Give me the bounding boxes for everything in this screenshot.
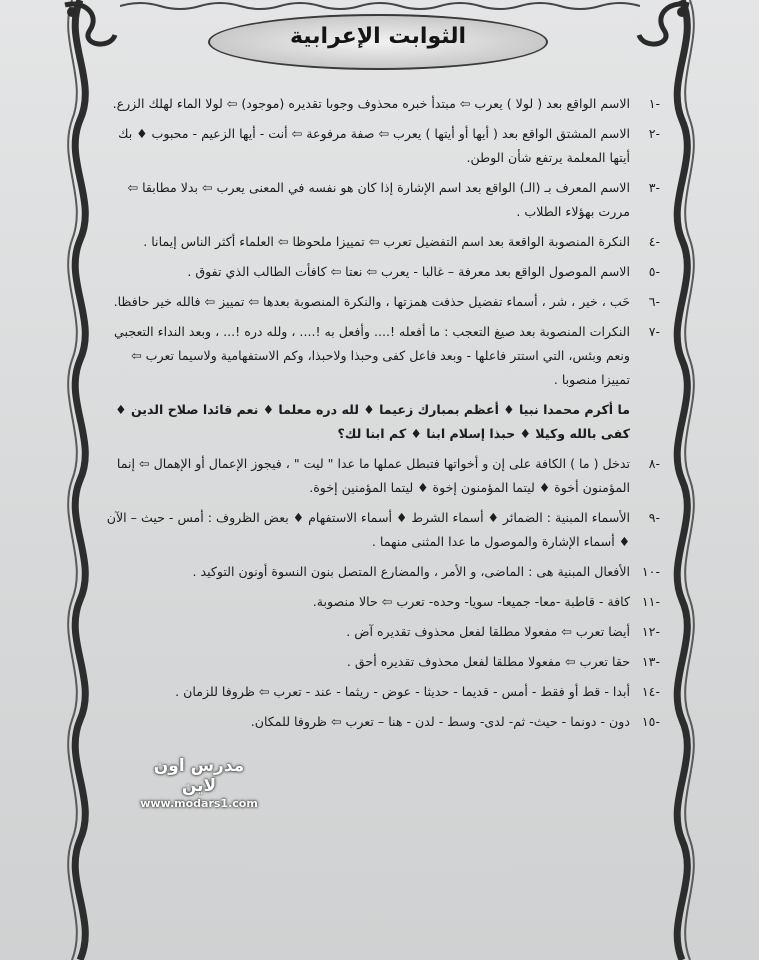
rule-item-7 <box>100 320 660 392</box>
right-ornament-border <box>660 0 704 960</box>
rule-item-11 <box>100 590 660 614</box>
rule-number: -٦ <box>648 294 660 309</box>
rule-text: كافة - قاطبة -معا- جميعا- سويا- وحده- تعرب ⇦ حالا منصوبة. <box>312 594 630 609</box>
rule-text: أبدا - قط أو فقط - أمس - قديما - حديثا - عوض - ريثما - عند - تعرب ⇦ ظروفا للزمان . <box>175 684 630 699</box>
rule-number: -٨ <box>648 456 660 471</box>
left-ornament-border <box>58 0 102 960</box>
rule-number: -٩ <box>648 510 660 525</box>
rule-text: تدخل ( ما ) الكافة على إن و أخواتها فتبطل عملها ما عدا " ليت " ، فيجوز الإعمال أو الإهمال ⇦ إنما المؤمنون أخوة ♦ ليتما المؤمنون إخوة ♦ ليتما المؤمنين إخوة. <box>116 456 630 495</box>
rule-text: حقا تعرب ⇦ مفعولا مطلقا لفعل محذوف تقديره أحق . <box>346 654 630 669</box>
rule-item-13 <box>100 650 660 674</box>
page-title: الثوابت الإعرابية <box>289 24 467 49</box>
rule-item-10 <box>100 560 660 584</box>
rule-text: الاسم الموصول الواقع بعد معرفة – غالبا - يعرب ⇦ نعتا ⇦ كافأت الطالب الذي تفوق . <box>187 264 630 279</box>
rule-item-8 <box>100 452 660 500</box>
rule-item-9 <box>100 506 660 554</box>
watermark-name: مدرس اون لاين <box>153 756 245 796</box>
rule-item-5 <box>100 260 660 284</box>
rule-text: أيضا تعرب ⇦ مفعولا مطلقا لفعل محذوف تقديره آض . <box>346 624 630 639</box>
site-watermark <box>136 756 262 810</box>
rule-number: -١ <box>648 96 660 111</box>
rule-item-6 <box>100 290 660 314</box>
rule-number: -١٤ <box>641 684 660 699</box>
rule-number: -٤ <box>648 234 660 249</box>
rule-text: حَب ، خير ، شر ، أسماء تفضيل حذفت همزتها ، والنكرة المنصوبة بعدها ⇦ تمييز ⇦ فالله خير حافظا. <box>113 294 630 309</box>
top-right-corner-ornament <box>634 0 694 60</box>
rule-number: -٥ <box>648 264 660 279</box>
rule-number: -١٠ <box>641 564 660 579</box>
rule-item-3 <box>100 176 660 224</box>
rule-text: الأسماء المبنية : الضمائر ♦ أسماء الشرط ♦ أسماء الاستفهام ♦ بعض الظروف : أمس - حيث – الآن ♦ أسماء الإشارة والموصول ما عدا المثنى منهما . <box>106 510 630 549</box>
rule-number: -١١ <box>641 594 660 609</box>
rule-number: -٣ <box>648 180 660 195</box>
rule-7-examples <box>100 398 660 446</box>
rule-item-4 <box>100 230 660 254</box>
rule-item-1 <box>100 92 660 116</box>
rule-text: الاسم المعرف بـ (الـ) الواقع بعد اسم الإشارة إذا كان هو نفسه في المعنى يعرب ⇦ بدلا مطابقا ⇦ مررت بهؤلاء الطلاب . <box>127 180 630 219</box>
rule-text: دون - دونما - حيث- ثم- لدى- وسط - لدن - هنا – تعرب ⇦ ظروفا للمكان. <box>250 714 630 729</box>
rule-item-15 <box>100 710 660 734</box>
rule-number: -١٢ <box>641 624 660 639</box>
rule-number: -١٣ <box>641 654 660 669</box>
rule-item-14 <box>100 680 660 704</box>
title-banner <box>208 14 548 70</box>
rule-item-2 <box>100 122 660 170</box>
rule-number: -٧ <box>648 324 660 339</box>
rule-text: النكرة المنصوبة الواقعة بعد اسم التفضيل تعرب ⇦ تمييزا ملحوظا ⇦ العلماء أكثر الناس إيمانا . <box>143 234 630 249</box>
rule-text: الاسم المشتق الواقع بعد ( أيها أو أيتها ) يعرب ⇦ صفة مرفوعة ⇦ أنت - أيها الزعيم - محبوب ♦ بك أيتها المعلمة يرتفع شأن الوطن. <box>118 126 630 165</box>
rule-text: الاسم الواقع بعد ( لولا ) يعرب ⇦ مبتدأ خبره محذوف وجوبا تقديره (موجود) ⇦ لولا الماء لهلك الزرع. <box>112 96 630 111</box>
rule-item-12 <box>100 620 660 644</box>
rule-text: الأفعال المبنية هى : الماضى، و الأمر ، والمضارع المتصل بنون النسوة أونون التوكيد . <box>192 564 630 579</box>
watermark-url: www.modars1.com <box>140 797 258 810</box>
top-ornament-strip <box>120 0 640 12</box>
top-left-corner-ornament <box>60 0 120 60</box>
rule-text: ما أكرم محمدا نبيا ♦ أعظم بمبارك زعيما ♦ لله دره معلما ♦ نعم قائدا صلاح الدين ♦ كفى بالله وكيلا ♦ حبذا إسلام ابنا ♦ كم ابنا لك؟ <box>115 402 630 441</box>
rule-text: النكرات المنصوبة بعد صيغ التعجب : ما أفعله !.... وأفعل به !.... ، ولله دره !... ، وبعد النداء التعجبي ونعم وبئس، التي استتر فاعلها - وبعد فاعل كفى وحبذا ولاحبذا، وكم الاستفهامية ولاسيما تعرب ⇦ تمييزا منصوبا . <box>114 324 630 387</box>
rule-number: -١٥ <box>641 714 660 729</box>
rules-list <box>100 92 660 740</box>
rule-number: -٢ <box>648 126 660 141</box>
